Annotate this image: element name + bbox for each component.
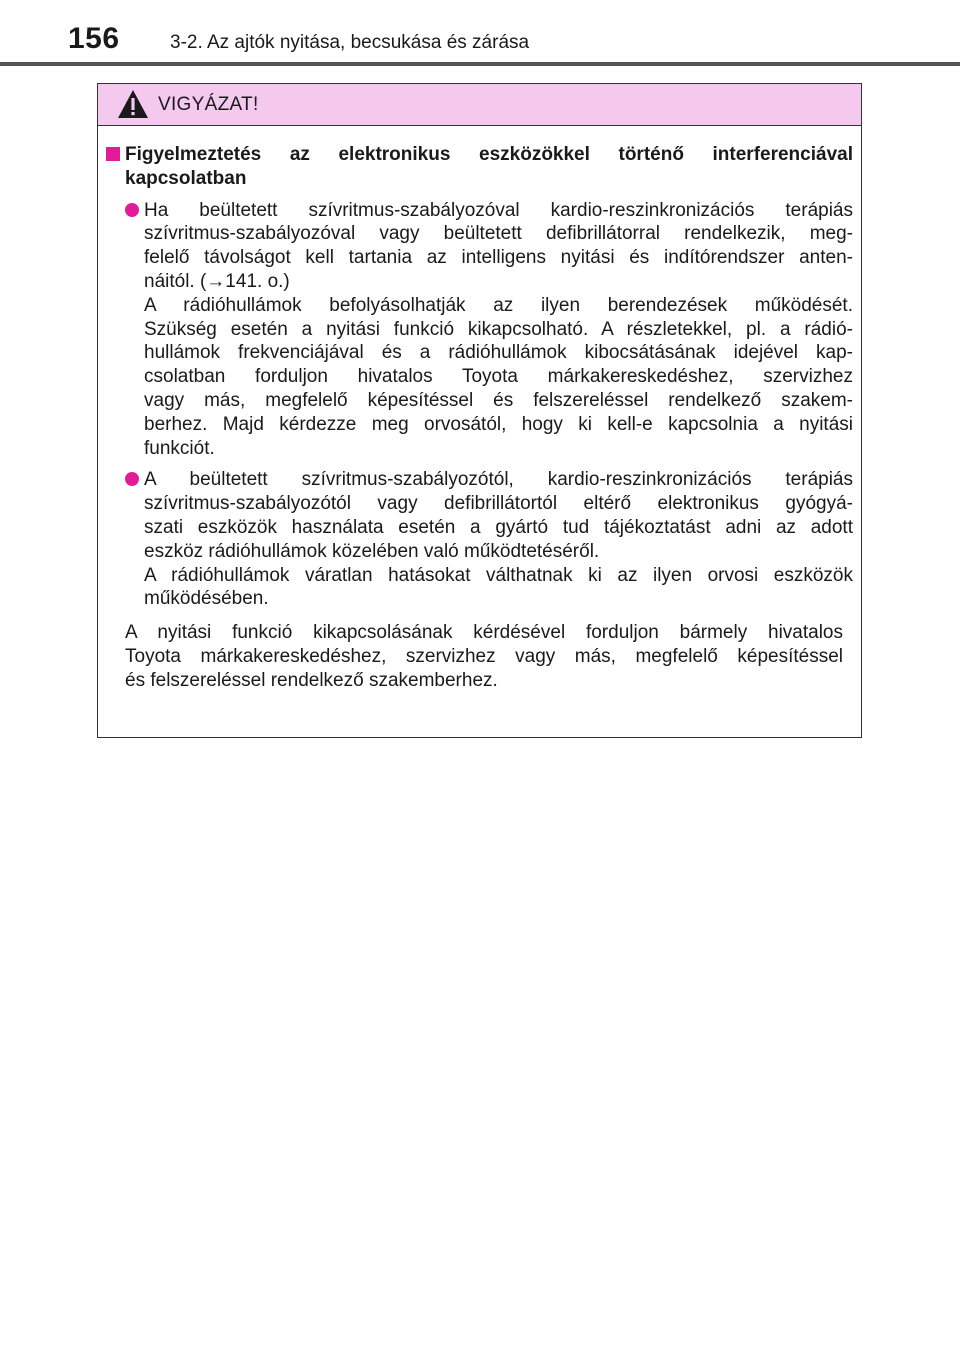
round-bullet-icon bbox=[125, 472, 139, 486]
closing-paragraph bbox=[106, 621, 853, 692]
text-line: vagy más, megfelelő képesítéssel és felszereléssel rendelkező szakem- bbox=[144, 389, 853, 411]
round-bullet-icon bbox=[125, 203, 139, 217]
square-bullet-icon bbox=[106, 147, 120, 161]
text-line: náitól. (→141. o.) bbox=[144, 270, 290, 292]
text-line: berhez. Majd kérdezze meg orvosától, hogy ki kell-e kapcsolnia a nyitási bbox=[144, 413, 853, 435]
text-line: szívritmus-szabályozóval vagy beültetett defibrillátorral rendelkezik, meg- bbox=[144, 223, 853, 245]
section-title: 3-2. Az ajtók nyitása, becsukása és zárása bbox=[170, 32, 530, 53]
text-line: A rádióhullámok váratlan hatásokat válthatnak ki az ilyen orvosi eszközök bbox=[144, 564, 853, 586]
text-line: működésében. bbox=[144, 588, 269, 610]
text-line: Toyota márkakereskedéshez, szervizhez vagy más, megfelelő képesítéssel bbox=[125, 645, 843, 667]
text-line: A rádióhullámok befolyásolhatják az ilyen berendezések működését. bbox=[144, 294, 853, 316]
subheading-line: Figyelmeztetés az elektronikus eszközökkel történő interferenciával bbox=[125, 144, 853, 165]
text-line: szívritmus-szabályozótól vagy defibrillátortól eltérő elektronikus gyógyá- bbox=[144, 493, 853, 515]
text-line: hullámok frekvenciájával és a rádióhullámok kibocsátásának idejével kap- bbox=[144, 342, 853, 364]
text-line: csolatban forduljon hivatalos Toyota márkakereskedéshez, szervizhez bbox=[144, 366, 853, 388]
text-line: felelő távolságot kell tartania az intelligens nyitási és indítórendszer anten- bbox=[144, 247, 853, 269]
text-line: Szükség esetén a nyitási funkció kikapcsolható. A részletekkel, pl. a rádió- bbox=[144, 318, 853, 340]
text-line: és felszereléssel rendelkező szakemberhez. bbox=[125, 669, 498, 691]
text-line: szati eszközök használata esetén a gyártó tud tájékoztatást adni az adott bbox=[144, 516, 853, 538]
caution-body bbox=[98, 126, 861, 693]
page-header bbox=[0, 0, 960, 62]
caution-subheading bbox=[106, 143, 853, 191]
bullet-item bbox=[106, 199, 853, 461]
warning-triangle-icon bbox=[116, 88, 150, 120]
bullet-item bbox=[106, 468, 853, 611]
page-number: 156 bbox=[68, 22, 120, 55]
text-line: A beültetett szívritmus-szabályozótól, kardio-reszinkronizációs terápiás bbox=[144, 469, 853, 491]
caution-header bbox=[98, 84, 861, 126]
text-line: Ha beültetett szívritmus-szabályozóval kardio-reszinkronizációs terápiás bbox=[144, 199, 853, 221]
subheading-line: kapcsolatban bbox=[125, 167, 247, 189]
caution-box bbox=[97, 83, 862, 738]
text-line: funkciót. bbox=[144, 437, 215, 459]
text-line: A nyitási funkció kikapcsolásának kérdésével forduljon bármely hivatalos bbox=[125, 622, 843, 644]
caution-label: VIGYÁZAT! bbox=[158, 94, 259, 115]
header-rule bbox=[0, 62, 960, 66]
text-line: eszköz rádióhullámok közelében való működtetéséről. bbox=[144, 540, 600, 562]
